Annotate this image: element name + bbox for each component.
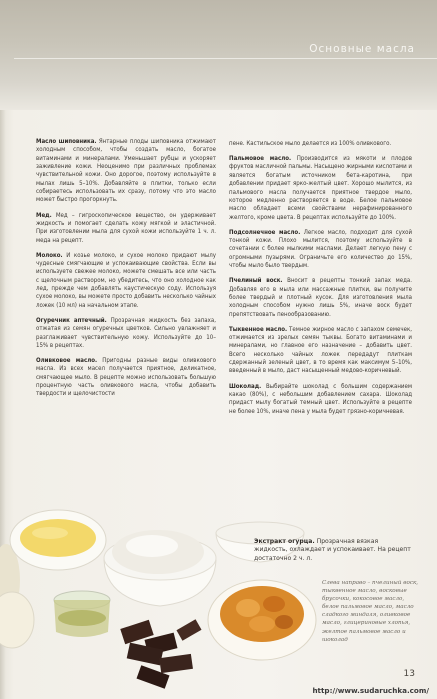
entry-palm-oil: [229, 155, 412, 222]
entry-term: Экстракт огурца.: [254, 538, 315, 545]
entry-text: Мед – гигроскопическое вещество, он удерживает жидкость и помогает сделать кожу мягкой и эластичной. При изготовлении мыла для сухой кожи используйте 1 ч. л. меда на рецепт.: [36, 211, 216, 244]
entry-borage: [36, 317, 216, 350]
entry-text: Пригодны разные виды оливкового масла. Из всех масел получается приятное, деликатное, смягчающее мыло. В рецепте можно использовать большую процентную часть оливкового масла, чтобы добавить твердости и щелочистости: [36, 357, 216, 398]
coconut-bowl: [104, 530, 216, 606]
entry-text: Прозрачная жидкость без запаха, отжатая из семян огуречных цветков. Сильно увлажняет и разглаживает чувствительную кожу. Используйте до 10–15% в рецептах.: [36, 316, 216, 349]
entry-term: Тыквенное масло.: [229, 325, 288, 333]
entry-chocolate: [229, 383, 412, 416]
ingredients-photo: [0, 500, 330, 699]
entry-term: Пчелиный воск.: [229, 277, 283, 285]
entry-cucumber-extract: [254, 538, 411, 563]
left-text-column: [36, 138, 216, 406]
entry-honey: [36, 212, 216, 245]
entry-term: Шоколад.: [229, 382, 262, 390]
olive-oil-jar: [54, 591, 110, 637]
entry-olive-continued: [229, 140, 412, 148]
entry-text: Выбирайте шоколад с большим содержанием какао (80%), с небольшим добавлением сахара. Шоколад придаст мылу богатый темный цвет. Используйте в рецепте не более 10%, иначе пена у мыла будет грязно-коричневая.: [229, 382, 412, 415]
entry-term: Подсолнечное масло.: [229, 228, 301, 236]
entry-term: Пальмовое масло.: [229, 155, 292, 163]
section-title: Основные масла: [309, 43, 415, 55]
entry-term: Оливковое масло.: [36, 357, 98, 365]
right-text-column: [229, 140, 412, 423]
oil-bowl: [10, 510, 106, 570]
entry-text: И козье молоко, и сухое молоко придают мылу чудесные смягчающие и успокаивающие свойства. Если вы используете свежее молоко, можете смешать все или часть с щелочным раствором, но убедитесь, что оно холодное как лед, прежде чем добавлять каустическую соду. Используя сухое молоко, вы можете просто добавить несколько чайных ложек (10 мл) на начальном этапе.: [36, 251, 216, 309]
entry-text: Производится из мякоти и плодов фруктов масличной пальмы. Насыщено жирными кислотами и является богатым источником бета-каротина, при добавлении придает ярко-желтый цвет. Хорошо мылится, из пальмового масла получается приятное твердое мыло, которое медленно растворяется в воде. Белое пальмовое масло обладает всеми свойствами нерафинированного желтого, кроме цвета. В рецептах используйте до 100%.: [229, 155, 412, 221]
page-number: 13: [403, 669, 415, 679]
entry-text: Прозрачная вязкая жидкость, охлаждает и успокаивает. На рецепт достаточно 2 ч. л.: [254, 538, 411, 562]
header-rule: [14, 58, 437, 59]
entry-milk: [36, 252, 216, 310]
header-band: [0, 0, 437, 110]
entry-rosehip-oil: [36, 138, 216, 205]
beeswax-bowl: [208, 580, 316, 660]
entry-pumpkin-oil: [229, 326, 412, 376]
entry-text: Легкое масло, подходит для сухой тонкой кожи. Плохо мылится, поэтому используйте в сочетании с более мылкими маслами. Делает легкую пену с огромными пузырями. Ограничьте его количество до 15%, чтобы мыло было твердым.: [229, 228, 412, 270]
entry-sunflower-oil: [229, 229, 412, 271]
small-bowl: [0, 592, 34, 648]
entry-term: Мед.: [36, 211, 52, 219]
entry-term: Масло шиповника.: [36, 138, 97, 145]
chocolate-pieces: [120, 619, 201, 688]
entry-text: пене. Кастильское мыло делается из 100% оливкового.: [229, 140, 392, 147]
watermark-url: http://www.sudaruchka.com/: [312, 686, 429, 695]
entry-term: Огуречник аптечный.: [36, 316, 107, 324]
entry-olive-oil: [36, 357, 216, 399]
entry-text: Вносит в рецепты тонкий запах меда. Добавляя его в мыла или массажные плитки, вы получите более твердый и плотный кусок. Для изготовления мыла холодным способом нужно лишь 5%, иначе воск будет препятствовать пенообразованию.: [229, 277, 412, 318]
photo-caption: Слева направо – пчелиный воск, тыквенное масло, восковые брусочки, кокосовое масло, белое пальмовое масло, масло сладкого миндаля, оливковое масло, глицериновые хлопья, желтое пальмовое масло и шоколад: [322, 580, 419, 643]
entry-term: Молоко.: [36, 251, 63, 259]
entry-text: Янтарные плоды шиповника отжимают холодным способом, чтобы создать масло, богатое витаминами и минералами. Уменьшает рубцы и ускоряет заживление кожи. Неоценимо при различных проблемах чувствительной кожи. Оно дорогое, поэтому используйте в мылах лишь 5–10%. Добавляйте в плитки, только если собираетесь использовать их сразу, потому что это масло может быстро прогоркнуть.: [36, 138, 216, 204]
entry-text: Темное жирное масло с запахом семечек, отжимается из зрелых семян тыквы. Богато витаминами и минералами, но главное его назначение – добавить цвет. Всего несколько чайных ложек передадут плиткам сдержанный зеленый цвет, в то время как максимум 5–10%, введенный в мыло, даст насыщенный медово-коричневый.: [229, 325, 412, 375]
entry-beeswax: [229, 277, 412, 319]
